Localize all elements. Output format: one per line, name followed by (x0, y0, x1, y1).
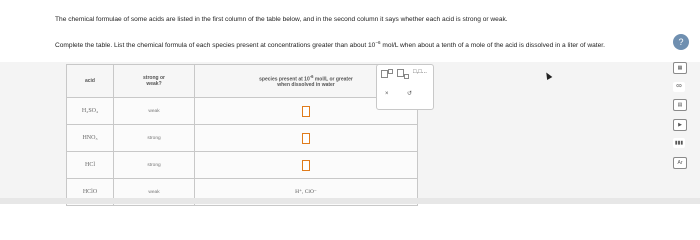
bottom-divider (0, 198, 700, 204)
infinity-icon[interactable]: ∞ (673, 82, 685, 92)
answer-input[interactable] (302, 160, 310, 171)
acid-strength: weak (114, 98, 195, 125)
acid-formula: HClO (67, 179, 114, 206)
clear-button[interactable]: × (385, 91, 389, 97)
acid-formula: HCl (67, 152, 114, 179)
answer-input[interactable] (302, 106, 310, 117)
superscript-button[interactable] (381, 69, 393, 80)
acid-strength: strong (114, 125, 195, 152)
subscript-button[interactable] (397, 69, 409, 79)
species-cell[interactable] (195, 152, 418, 179)
list-button[interactable]: □,□... (413, 69, 427, 75)
table-row (67, 98, 418, 125)
video-icon[interactable]: ▶ (673, 119, 687, 131)
table-row (67, 125, 418, 152)
acid-table (66, 64, 418, 206)
data-table-icon[interactable]: ▤ (673, 99, 687, 111)
acid-strength: strong (114, 152, 195, 179)
question-instruction: Complete the table. List the chemical formula of each species present at concentrations greater than about $10^{-6}$ mol/L when about a tenth of a mole of the acid is dissolved in a liter of water. (55, 40, 605, 49)
acid-formula: HNO₃ (67, 125, 114, 152)
acid-strength: weak (114, 179, 195, 206)
calculator-icon[interactable]: ▦ (673, 62, 687, 74)
undo-button[interactable]: ↺ (407, 91, 413, 97)
species-cell[interactable] (195, 125, 418, 152)
header-strength: strong or weak? (114, 65, 195, 98)
header-species: species present at $10^{-6}$ mol/L or greater when dissolved in water (195, 65, 418, 98)
answer-input[interactable] (302, 133, 310, 144)
species-answer[interactable]: H⁺, ClO⁻ (295, 189, 317, 195)
periodic-table-icon[interactable]: Ar (673, 157, 687, 169)
header-acid: acid (67, 65, 114, 98)
question-intro: The chemical formulae of some acids are listed in the first column of the table below, and in the second column it says whether each acid is strong or weak. (55, 16, 508, 23)
chart-icon[interactable]: ▮▮▮ (674, 140, 684, 146)
help-button[interactable]: ? (673, 34, 689, 50)
formula-palette (376, 64, 434, 110)
acid-formula: H₂SO₄ (67, 98, 114, 125)
table-row (67, 152, 418, 179)
